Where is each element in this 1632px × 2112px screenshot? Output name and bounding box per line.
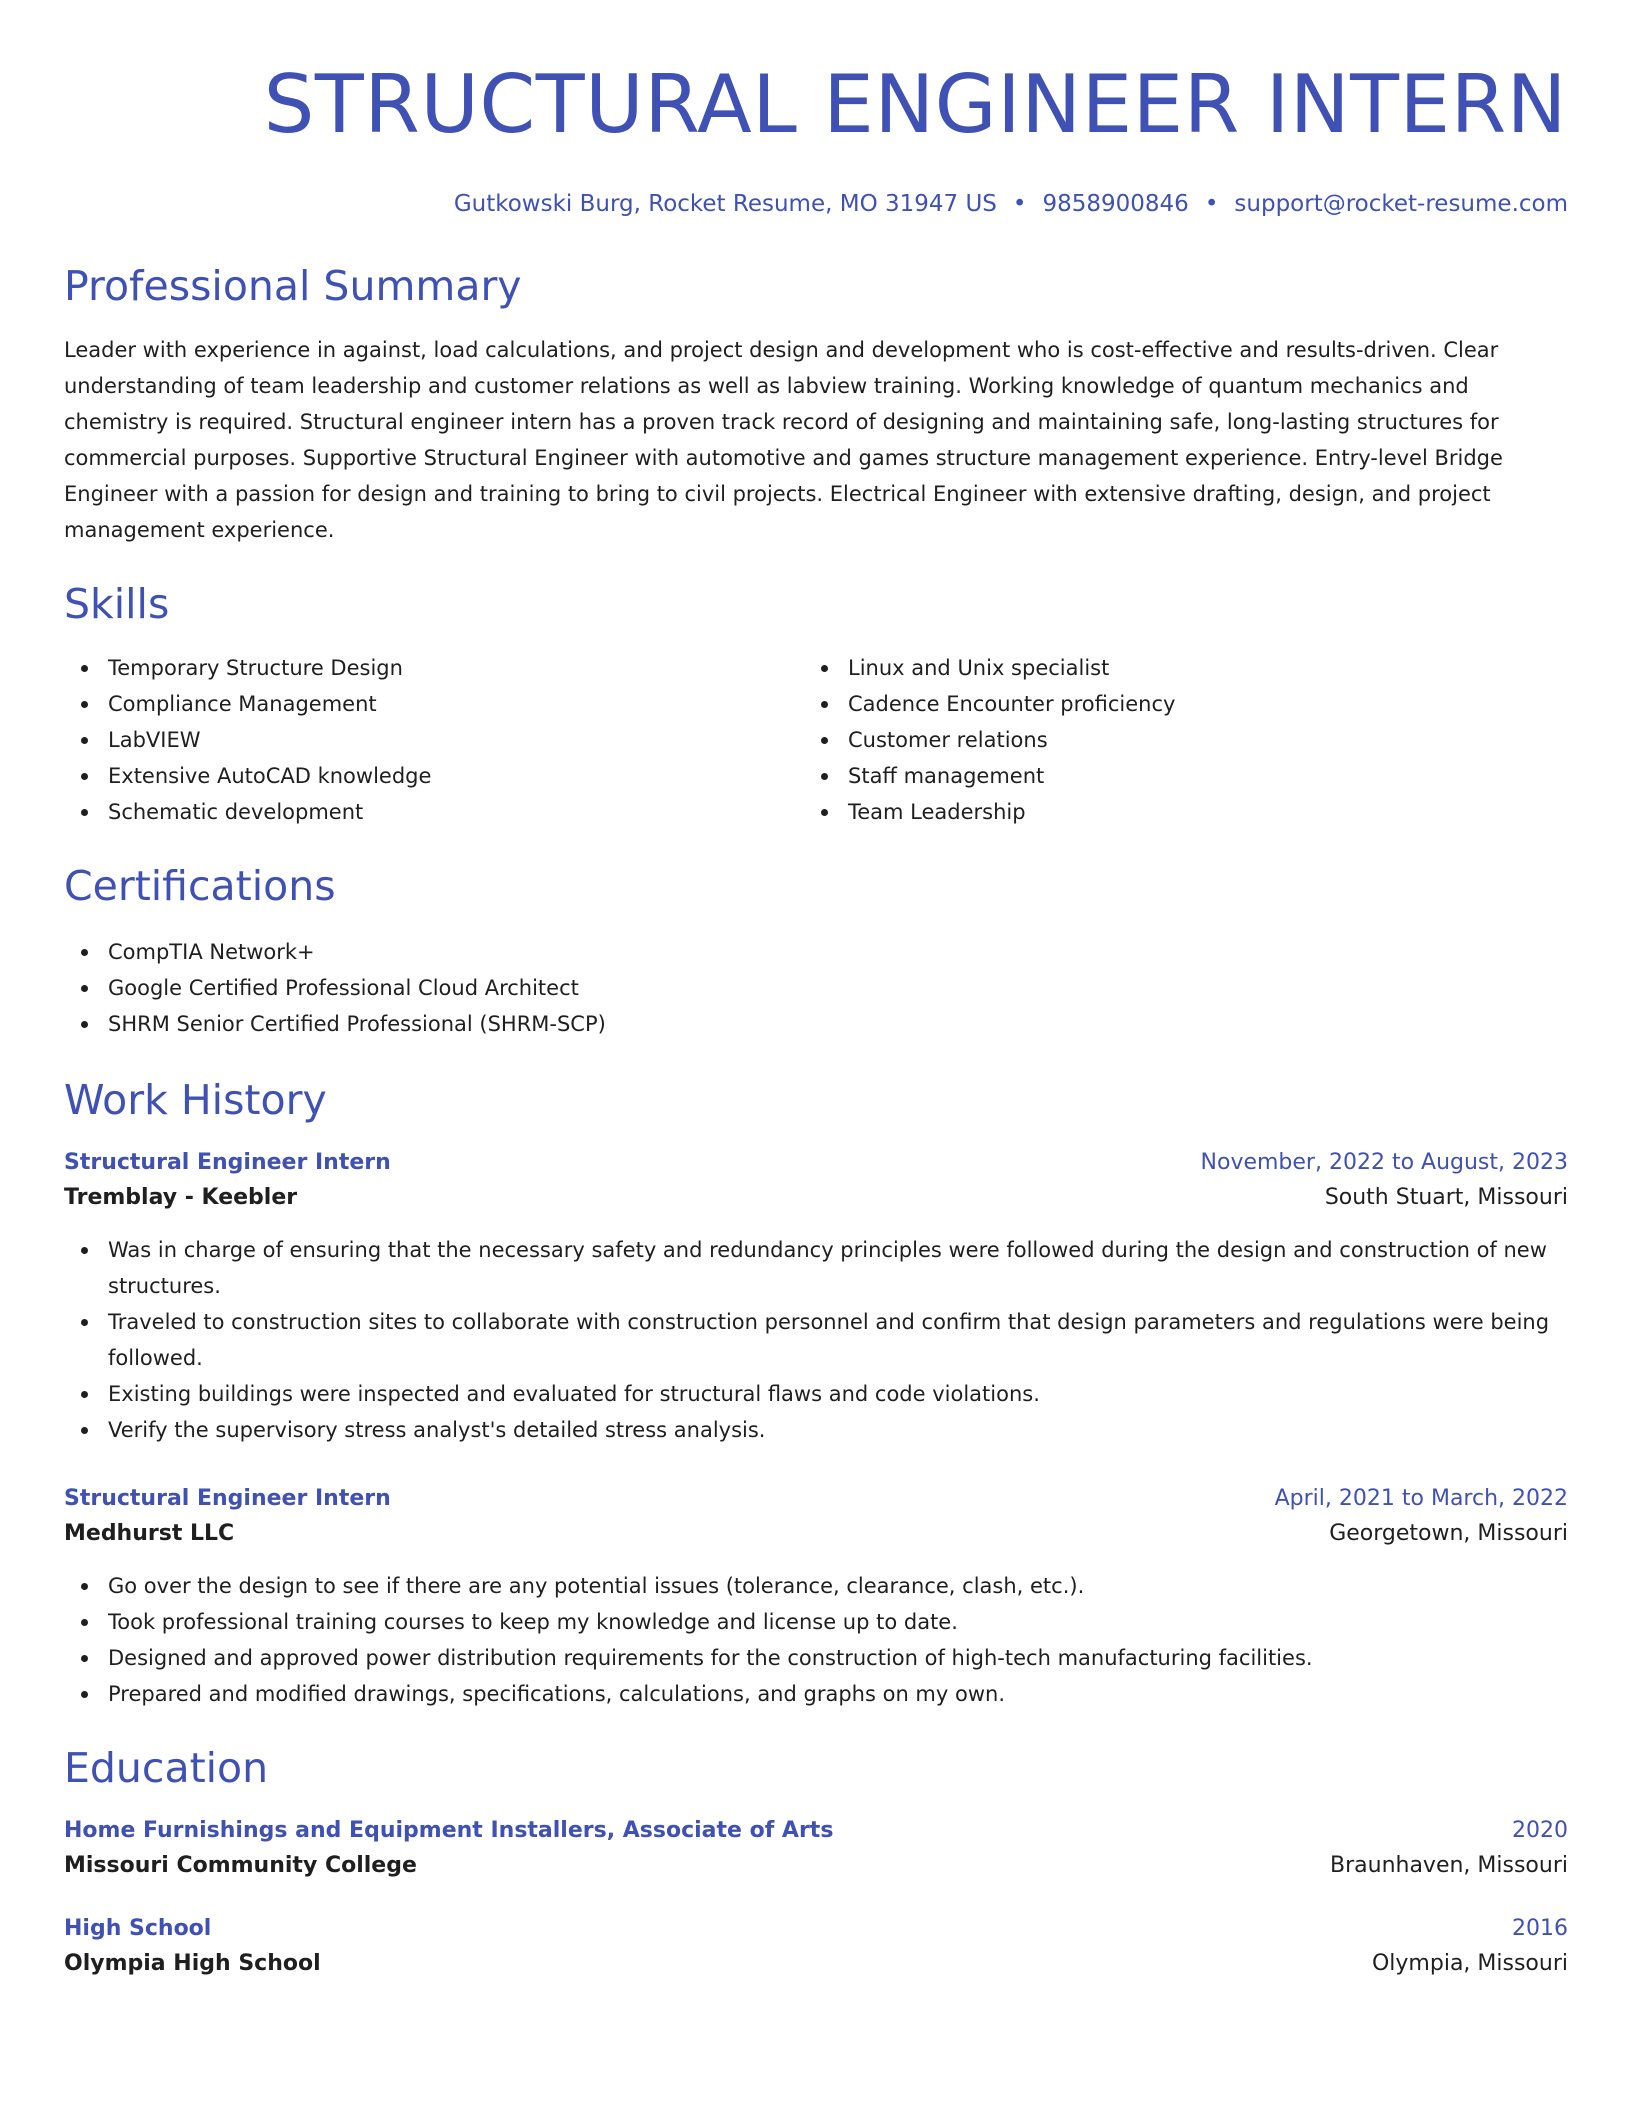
summary-text: Leader with experience in against, load calculations, and project design and development who is cost-effective and results-driven. Clear understanding of team leadership and customer relations as well as labview training. Working knowledge of quantum mechanics and chemistry is required. Structural engineer intern has a proven track record of designing and maintaining safe, long-lasting structures for commercial purposes. Supportive Structural Engineer with automotive and games structure management experience. Entry-level Bridge Engineer with a passion for design and training to bring to civil projects. Electrical Engineer with extensive drafting, design, and project management experience. [64, 338, 1503, 542]
job-location: South Stuart, Missouri [1324, 1185, 1568, 1210]
job-duty: Designed and approved power distribution requirements for the construction of high-tech manufacturing facilities. [64, 1640, 1568, 1676]
education-header-row [64, 1912, 1568, 1946]
job-duty: Verify the supervisory stress analyst's detailed stress analysis. [64, 1412, 1568, 1448]
education-year: 2020 [1512, 1818, 1568, 1843]
job-duty: Was in charge of ensuring that the necessary safety and redundancy principles were followed during the design and construction of new structures. [64, 1232, 1568, 1304]
skill-item: Cadence Encounter proficiency [804, 686, 1544, 722]
education-degree: High School [64, 1916, 212, 1941]
education-school: Missouri Community College [64, 1853, 417, 1878]
skills-list-left [64, 650, 804, 830]
job-duty: Prepared and modified drawings, specifications, calculations, and graphs on my own. [64, 1676, 1568, 1712]
job-duties-list [64, 1232, 1568, 1448]
job-duties-list [64, 1568, 1568, 1712]
education-degree: Home Furnishings and Equipment Installers, Associate of Arts [64, 1818, 834, 1843]
resume-title: STRUCTURAL ENGINEER INTERN [263, 58, 1567, 151]
skill-item: Linux and Unix specialist [804, 650, 1544, 686]
certification-item: Google Certified Professional Cloud Architect [64, 970, 1568, 1006]
certification-item: CompTIA Network+ [64, 934, 1568, 970]
job-entry [64, 1482, 1568, 1712]
education-entry [64, 1912, 1568, 1982]
skills-grid [64, 650, 1568, 830]
contact-address: Gutkowski Burg, Rocket Resume, MO 31947 US [453, 191, 997, 217]
job-header-row [64, 1146, 1568, 1180]
skill-item: Compliance Management [64, 686, 804, 722]
skill-item: Extensive AutoCAD knowledge [64, 758, 804, 794]
job-duty: Took professional training courses to keep my knowledge and license up to date. [64, 1604, 1568, 1640]
work-history-heading: Work History [64, 1076, 327, 1124]
certifications-heading: Certifications [64, 862, 336, 910]
education-location: Braunhaven, Missouri [1330, 1853, 1568, 1878]
job-entry [64, 1146, 1568, 1448]
education-school-row [64, 1946, 1568, 1982]
job-dates: April, 2021 to March, 2022 [1274, 1486, 1568, 1511]
education-entry [64, 1814, 1568, 1884]
resume-header [64, 56, 1568, 220]
education-year: 2016 [1512, 1916, 1568, 1941]
skills-heading: Skills [64, 580, 170, 628]
education-school: Olympia High School [64, 1951, 321, 1976]
contact-line [64, 188, 1568, 220]
skill-item: Team Leadership [804, 794, 1544, 830]
contact-separator: • [1012, 191, 1027, 217]
certifications-list [64, 934, 1568, 1042]
job-duty: Traveled to construction sites to collaborate with construction personnel and confirm that design parameters and regulations were being followed. [64, 1304, 1568, 1376]
job-duty: Existing buildings were inspected and evaluated for structural flaws and code violations. [64, 1376, 1568, 1412]
education-header-row [64, 1814, 1568, 1848]
summary-heading: Professional Summary [64, 262, 522, 310]
job-dates: November, 2022 to August, 2023 [1200, 1150, 1568, 1175]
job-header-row [64, 1482, 1568, 1516]
skill-item: Schematic development [64, 794, 804, 830]
job-role: Structural Engineer Intern [64, 1486, 391, 1511]
skill-item: Customer relations [804, 722, 1544, 758]
skill-item: LabVIEW [64, 722, 804, 758]
contact-separator: • [1204, 191, 1219, 217]
skills-list-right [804, 650, 1544, 830]
job-company: Tremblay - Keebler [64, 1185, 298, 1210]
contact-phone[interactable]: 9858900846 [1042, 191, 1189, 217]
certification-item: SHRM Senior Certified Professional (SHRM-SCP) [64, 1006, 1568, 1042]
education-heading: Education [64, 1744, 269, 1792]
skill-item: Temporary Structure Design [64, 650, 804, 686]
job-company: Medhurst LLC [64, 1521, 235, 1546]
skill-item: Staff management [804, 758, 1544, 794]
education-school-row [64, 1848, 1568, 1884]
job-location: Georgetown, Missouri [1329, 1521, 1568, 1546]
job-org-row [64, 1516, 1568, 1552]
job-org-row [64, 1180, 1568, 1216]
education-location: Olympia, Missouri [1371, 1951, 1568, 1976]
contact-email[interactable]: support@rocket-resume.com [1234, 191, 1568, 217]
job-duty: Go over the design to see if there are any potential issues (tolerance, clearance, clash, etc.). [64, 1568, 1568, 1604]
job-role: Structural Engineer Intern [64, 1150, 391, 1175]
